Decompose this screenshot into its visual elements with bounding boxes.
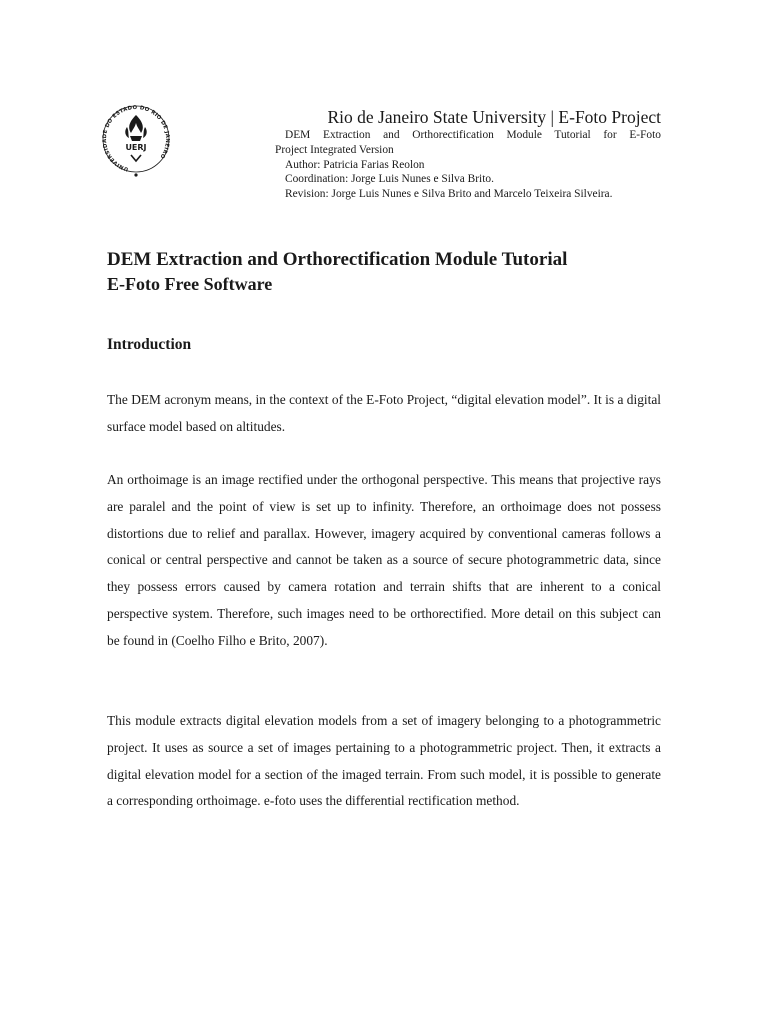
paragraph-dem-definition: The DEM acronym means, in the context of the E-Foto Project, “digital elevation model”. It is a digital surface model based on altitudes.	[107, 392, 661, 434]
section-heading-introduction: Introduction	[107, 336, 192, 353]
logo-ring-text: UNIVERSIDADE DO ESTADO DO RIO DE JANEIRO	[101, 104, 171, 172]
header-subtitle-line2: Project Integrated Version	[275, 143, 394, 156]
document-title: DEM Extraction and Orthorectification Module Tutorial	[107, 249, 568, 270]
logo-abbr: UERJ	[125, 143, 147, 152]
uerj-seal-icon	[100, 103, 172, 179]
university-title: Rio de Janeiro State University | E-Foto Project	[327, 107, 661, 127]
header-subtitle-line1: DEM Extraction and Orthorectification Module Tutorial for E-Foto	[285, 129, 661, 141]
paragraph-orthoimage: An orthoimage is an image rectified under the orthogonal perspective. This means that projective rays are paralel and the point of view is set up to infinity. Therefore, an orthoimage does not possess distortions due to relief and parallax. However, imagery acquired by conventional cameras follows a conical or central perspective and cannot be taken as a source of secure photogrammetric data, since they possess errors caused by camera rotation and terrain shifts that are inherent to a conical perspective system. Therefore, such images need to be orthorectified. More detail on this subject can be found in (Coelho Filho e Brito, 2007).	[107, 472, 661, 648]
header-author: Author: Patricia Farias Reolon	[285, 158, 425, 171]
document-header	[275, 106, 661, 202]
uerj-logo	[100, 103, 172, 179]
header-coordination: Coordination: Jorge Luis Nunes e Silva Brito.	[285, 173, 494, 186]
document-subtitle: E-Foto Free Software	[107, 274, 273, 294]
paragraph-module-description: This module extracts digital elevation models from a set of imagery belonging to a photogrammetric project. It uses as source a set of images pertaining to a photogrammetric project. Then, it extracts a digital elevation model for a section of the imaged terrain. From such model, it is possible to generate a corresponding orthoimage. e-foto uses the differential rectification method.	[107, 713, 661, 809]
header-revision: Revision: Jorge Luis Nunes e Silva Brito and Marcelo Teixeira Silveira.	[285, 188, 613, 201]
